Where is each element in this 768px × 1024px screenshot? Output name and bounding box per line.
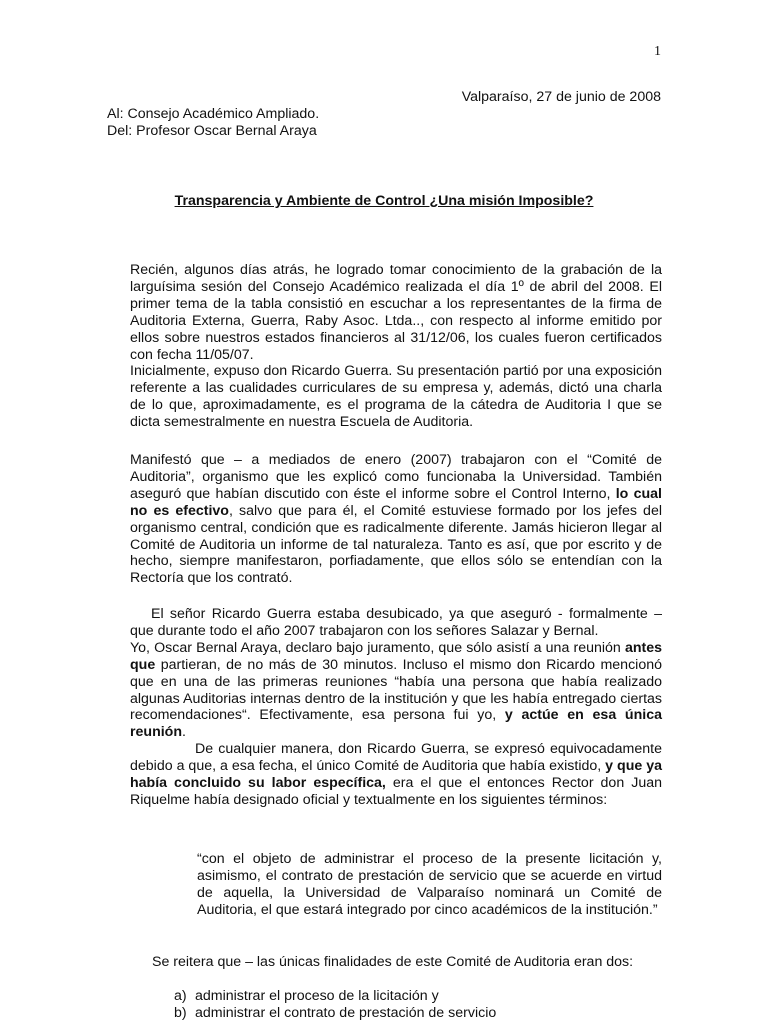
paragraph-3c-part-a: De cualquier manera, don Ricardo Guerra, se expresó equivocadamente debido a que, a esa fecha, el único Comité de Auditoria que había existido,	[130, 741, 662, 775]
list-marker: b)	[174, 1004, 187, 1021]
to-line: Al: Consejo Académico Ampliado.	[107, 106, 320, 122]
paragraph-1-text: Recién, algunos días atrás, he logrado tomar conocimiento de la grabación de la larguísima sesión del Consejo Académico realizada el día 1º de abril del 2008. El primer tema de la tabla consistió en escuchar a los representantes de la firma de Auditoria Externa, Guerra, Raby Asoc. Ltda.., con respecto al informe emitido por ellos sobre nuestros estados financieros al 31/12/06, los cuales fueron certificados con fecha 11/05/07.	[130, 262, 662, 363]
paragraph-3b-part-c: .	[182, 724, 186, 741]
page-number: 1	[654, 44, 661, 59]
addressee-block	[107, 106, 319, 140]
paragraph-3b-text	[130, 640, 662, 741]
list-item	[174, 988, 654, 1005]
list-item-text: administrar el proceso de la licitación y	[195, 988, 439, 1004]
list-item-text: administrar el contrato de prestación de servicio	[195, 1004, 497, 1021]
paragraph-reitera: Se reitera que – las únicas finalidades de este Comité de Auditoria eran dos:	[152, 954, 634, 970]
paragraph-3c-text	[130, 741, 662, 809]
paragraph-3	[130, 606, 662, 809]
paragraph-3b-bold-1: antes que	[130, 639, 662, 673]
list-marker: a)	[174, 988, 187, 1004]
block-quote: “con el objeto de administrar el proceso de la presente licitación y, asimismo, el contrato de prestación de servicio que se acuerde en virtud de aquella, la Universidad de Valparaíso nominará un Comité de Auditoria, el que estará integrado por cinco académicos de la institución.”	[197, 851, 662, 918]
paragraph-1	[130, 262, 662, 431]
paragraph-2-text	[130, 452, 662, 587]
paragraph-2-part-b: , salvo que para él, el Comité estuviese formado por los jefes del organismo central, condición que es radicalmente diferente. Jamás hicieron llegar al Comité de Auditoria un informe de tal naturaleza. Tanto es así, que por escrito y de hecho, siempre manifestaron, porfiadamente, que ellos sólo se entendían con la Rectoría que los contrató.	[130, 502, 662, 587]
paragraph-2-part-a: Manifestó que – a mediados de enero (2007) trabajaron con el “Comité de Auditoria”, organismo que les explicó como funcionaba la Universidad. También aseguró que habían discutido con éste el informe sobre el Control Interno,	[130, 452, 662, 502]
paragraph-2	[130, 452, 662, 587]
date-line: Valparaíso, 27 de junio de 2008	[461, 89, 661, 105]
list-item	[174, 1005, 654, 1022]
paragraph-3b-part-a: Yo, Oscar Bernal Araya, declaro bajo juramento, que sólo asistí a una reunión	[130, 639, 625, 656]
from-line: Del: Profesor Oscar Bernal Araya	[107, 123, 317, 139]
paragraph-3c-part-b: era el que el entonces Rector don Juan Riquelme había designado oficial y textualmente en los siguientes términos:	[130, 775, 662, 808]
document-title: Transparencia y Ambiente de Control ¿Una misión Imposible?	[174, 193, 594, 209]
paragraph-2-bold: lo cual no es efectivo	[130, 485, 662, 519]
paragraph-3c-bold: y que ya había concluido su labor específica,	[130, 758, 662, 792]
paragraph-1b-text: Inicialmente, expuso don Ricardo Guerra. Su presentación partió por una exposición referente a las cualidades curriculares de su empresa y, además, dictó una charla de lo que, aproximadamente, es el programa de la cátedra de Auditoria I que se dicta semestralmente en nuestra Escuela de Auditoria.	[130, 363, 662, 431]
paragraph-3-text: El señor Ricardo Guerra estaba desubicado, ya que aseguró - formalmente – que durante todo el año 2007 trabajaron con los señores Salazar y Bernal.	[130, 606, 662, 639]
purposes-list	[174, 988, 654, 1022]
paragraph-3b-bold-2: y actúe en esa única reunión	[130, 707, 662, 741]
paragraph-3b-part-b: partieran, de no más de 30 minutos. Incluso el mismo don Ricardo mencionó que en una de las primeras reuniones “había una persona que había realizado algunas Auditorias internas dentro de la institución y que les había entregado ciertas recomendaciones“. Efectivamente, esa persona fui yo,	[130, 656, 662, 724]
